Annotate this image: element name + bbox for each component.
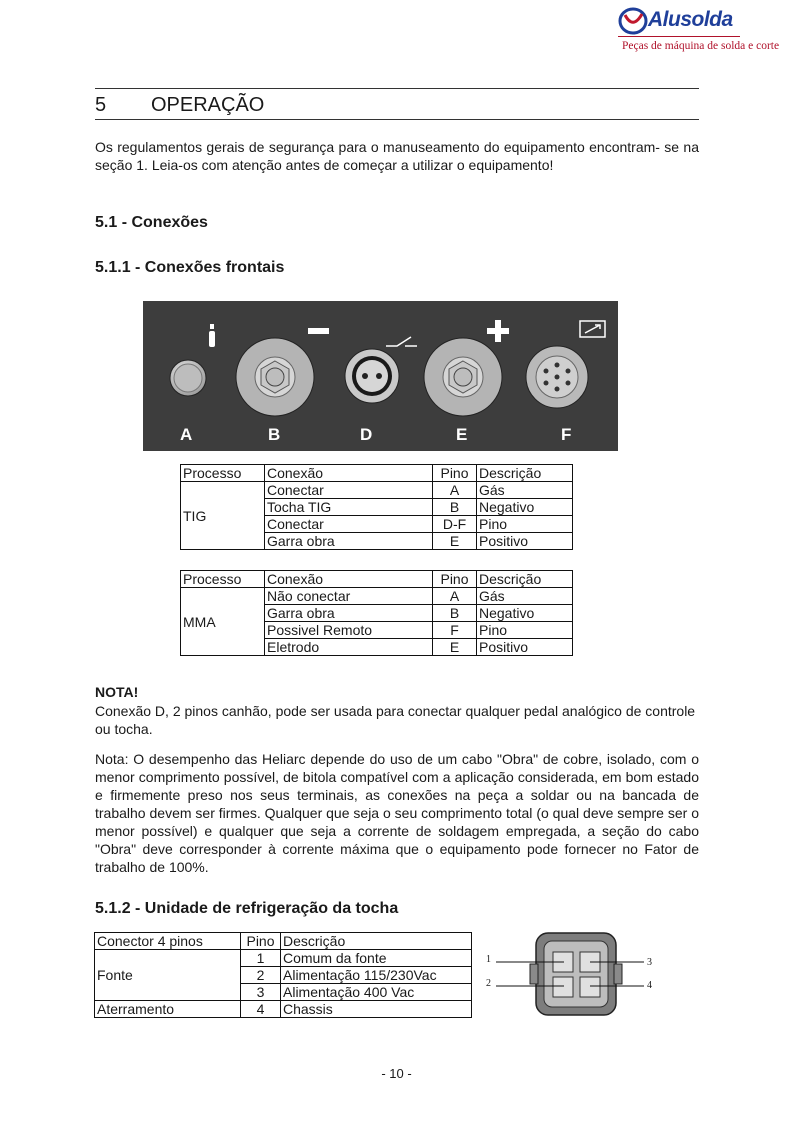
table-cell: E (433, 533, 477, 550)
remote-control-icon (580, 321, 605, 337)
table-row (181, 482, 573, 499)
table-row (95, 1001, 472, 1018)
table-cell: Conectar (265, 516, 433, 533)
cooling-connector-table (94, 932, 472, 1018)
intro-paragraph: Os regulamentos gerais de segurança para o manuseamento do equipamento encontram- se na seção 1. Leia-os com atenção antes de começar a utilizar o equipamento! (95, 139, 699, 173)
plus-icon (487, 320, 509, 342)
table-header-row (181, 571, 573, 588)
table-cell: Alimentação 115/230Vac (281, 967, 472, 984)
logo-divider (618, 36, 740, 37)
table-cell: Gás (477, 482, 573, 499)
title-rule (95, 119, 699, 120)
table-cell: E (433, 639, 477, 656)
table-header-cell: Descrição (281, 933, 472, 950)
minus-icon (308, 328, 329, 334)
table-cell: B (433, 605, 477, 622)
table-cell: Negativo (477, 499, 573, 516)
connector-f (526, 346, 588, 408)
table-header-cell: Conexão (265, 571, 433, 588)
table-cell: Comum da fonte (281, 950, 472, 967)
remote-switch-icon (386, 337, 417, 346)
note-cable-text: Nota: O desempenho das Heliarc depende do uso de um cabo "Obra" de cobre, isolado, com o menor comprimento possível, de bitola compatível com a aplicação considerada, em bom estado e firmemente preso nos seus terminais, as conexões na peça a soldar ou na bancada de trabalho devem ser firmes. Qualquer que seja o seu comprimento total (o qual deve sempre ser o menor possível) e qualquer que seja a corrente de soldagem empregada, a seção do cabo "Obra" deve corresponder à corrente máxima que o equipamento pode fornecer no Fator de trabalho de 100%. (95, 751, 699, 875)
tig-connections-table (180, 464, 573, 550)
table-row (181, 588, 573, 605)
table-row (95, 950, 472, 967)
subsection-title: 5.1.1 - Conexões frontais (95, 259, 285, 276)
table-header-cell: Processo (181, 571, 265, 588)
table-cell: B (433, 499, 477, 516)
process-cell: MMA (181, 588, 265, 656)
subsection-title: 5.1 - Conexões (95, 214, 208, 231)
table-cell: Pino (477, 622, 573, 639)
table-cell: 3 (241, 984, 281, 1001)
pin-label-3: 3 (647, 957, 652, 968)
table-cell: Possivel Remoto (265, 622, 433, 639)
front-panel-diagram (143, 301, 618, 451)
table-cell: Chassis (281, 1001, 472, 1018)
table-header-row (95, 933, 472, 950)
logo-swoosh-icon (618, 6, 650, 36)
company-logo (618, 4, 780, 60)
logo-tagline: Peças de máquina de solda e corte (622, 40, 780, 52)
table-cell: Negativo (477, 605, 573, 622)
table-header-cell: Processo (181, 465, 265, 482)
table-cell: Gás (477, 588, 573, 605)
group-cell: Aterramento (95, 1001, 241, 1018)
table-cell: 2 (241, 967, 281, 984)
panel-label-f: F (561, 425, 572, 444)
panel-label-d: D (360, 425, 373, 444)
table-cell: Garra obra (265, 533, 433, 550)
table-header-cell: Descrição (477, 465, 573, 482)
top-rule (95, 88, 699, 89)
table-header-cell: Pino (433, 571, 477, 588)
gas-cylinder-icon (209, 324, 215, 347)
subsection-title: 5.1.2 - Unidade de refrigeração da tocha (95, 900, 399, 917)
pin-label-2: 2 (486, 978, 491, 989)
table-header-cell: Pino (433, 465, 477, 482)
section-title-text: OPERAÇÃO (151, 94, 265, 116)
table-header-cell: Descrição (477, 571, 573, 588)
table-cell: F (433, 622, 477, 639)
table-cell: Conectar (265, 482, 433, 499)
table-cell: Tocha TIG (265, 499, 433, 516)
table-cell: 1 (241, 950, 281, 967)
table-cell: 4 (241, 1001, 281, 1018)
section-title (95, 94, 264, 117)
table-cell: A (433, 482, 477, 499)
table-cell: Eletrodo (265, 639, 433, 656)
table-header-cell: Conector 4 pinos (95, 933, 241, 950)
panel-label-b: B (268, 425, 281, 444)
table-cell: Não conectar (265, 588, 433, 605)
group-cell: Fonte (95, 950, 241, 1001)
logo-text: Alusolda (648, 8, 733, 31)
note-text: Conexão D, 2 pinos canhão, pode ser usada para conectar qualquer pedal analógico de controle ou tocha. (95, 703, 696, 737)
panel-label-e: E (456, 425, 468, 444)
pin-label-4: 4 (647, 980, 652, 991)
table-cell: Pino (477, 516, 573, 533)
table-cell: Positivo (477, 639, 573, 656)
section-number: 5 (95, 94, 107, 116)
note-title: NOTA! (95, 684, 139, 700)
table-header-row (181, 465, 573, 482)
table-cell: Alimentação 400 Vac (281, 984, 472, 1001)
table-cell: Positivo (477, 533, 573, 550)
table-cell: Garra obra (265, 605, 433, 622)
process-cell: TIG (181, 482, 265, 550)
page-number: - 10 - (381, 1066, 412, 1081)
four-pin-connector-diagram (484, 930, 660, 1018)
panel-label-a: A (180, 425, 193, 444)
table-cell: D-F (433, 516, 477, 533)
table-header-cell: Pino (241, 933, 281, 950)
mma-connections-table (180, 570, 573, 656)
connector-b (236, 338, 314, 416)
table-cell: A (433, 588, 477, 605)
table-header-cell: Conexão (265, 465, 433, 482)
pin-label-1: 1 (486, 954, 491, 965)
connector-d (345, 349, 399, 403)
connector-e (424, 338, 502, 416)
